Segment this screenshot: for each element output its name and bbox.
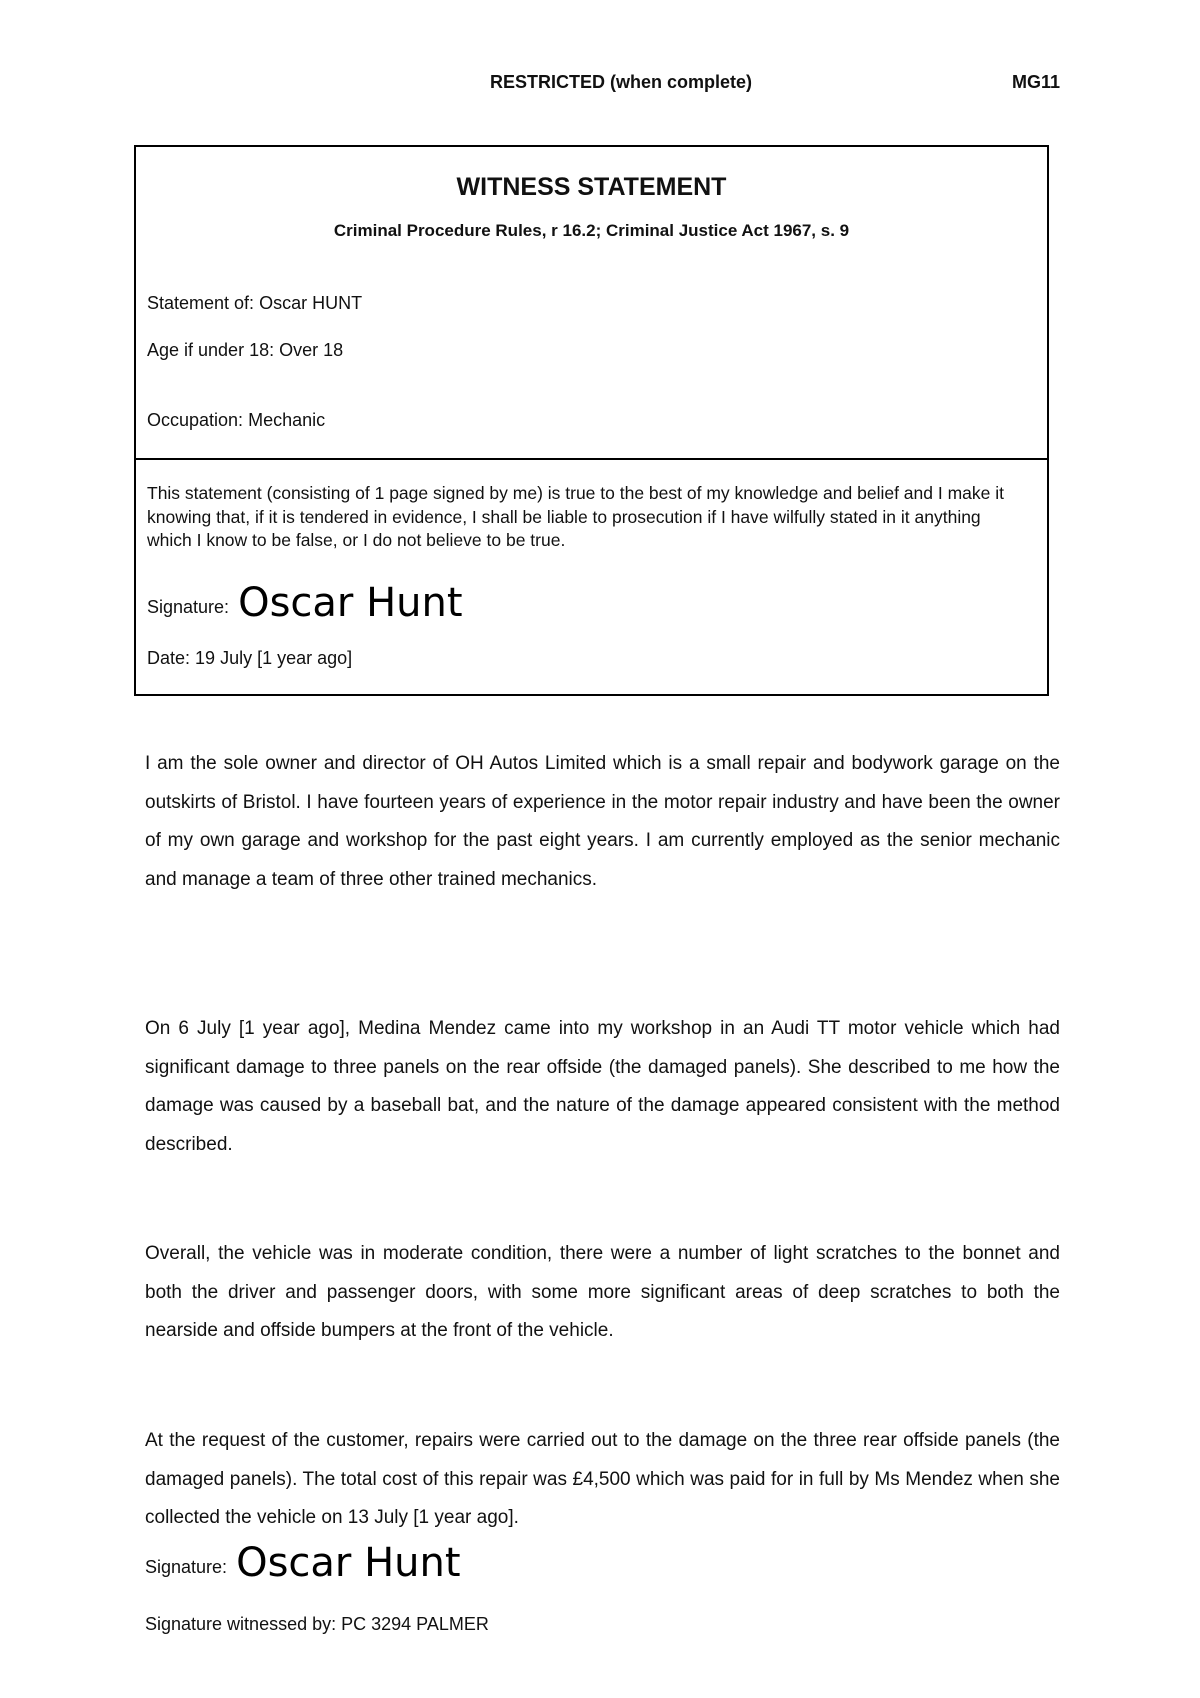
statement-paragraph: On 6 July [1 year ago], Medina Mendez came into my workshop in an Audi TT motor vehicle which had significant damage to three panels on the rear offside (the damaged panels). She described to me how the damage was caused by a baseball bat, and the nature of the damage appeared consistent with the method described. [145, 1018, 1060, 1155]
statement-paragraph: At the request of the customer, repairs were carried out to the damage on the three rear offside panels (the damaged panels). The total cost of this repair was £4,500 which was paid for in full by Ms Mendez when she collected the vehicle on 13 July [1 year ago]. [145, 1430, 1060, 1528]
occupation-label: Occupation: [147, 410, 244, 430]
statement-paragraph: I am the sole owner and director of OH Autos Limited which is a small repair and bodywork garage on the outskirts of Bristol. I have fourteen years of experience in the motor repair industry and have been the owner of my own garage and workshop for the past eight years. I am currently employed as the senior mechanic and manage a team of three other trained mechanics. [145, 753, 1060, 890]
footer-signature [145, 1540, 461, 1586]
restricted-label: RESTRICTED (when complete) [490, 72, 753, 92]
age-label: Age if under 18: [147, 340, 275, 360]
date-value: 19 July [1 year ago] [195, 648, 353, 668]
signature-value: Oscar Hunt [238, 580, 463, 626]
occupation-field [147, 410, 325, 431]
signature-witnessed [145, 1614, 489, 1635]
statement-details-box [134, 145, 1049, 460]
statement-of-value: Oscar HUNT [259, 293, 363, 313]
age-value: Over 18 [279, 340, 344, 360]
declaration-box [134, 458, 1049, 696]
statement-of-label: Statement of: [147, 293, 255, 313]
statement-subtitle: Criminal Procedure Rules, r 16.2; Criminal Justice Act 1967, s. 9 [333, 221, 850, 240]
declaration-text: This statement (consisting of 1 page signed by me) is true to the best of my knowledge and belief and I make it knowing that, if it is tendered in evidence, I shall be liable to prosecution if I have wilfully stated in it anything which I know to be false, or I do not believe to be true. [147, 483, 1004, 550]
witnessed-label: Signature witnessed by: [145, 1614, 337, 1634]
footer-signature-label: Signature: [145, 1557, 228, 1577]
statement-paragraph: Overall, the vehicle was in moderate condition, there were a number of light scratches to the bonnet and both the driver and passenger doors, with some more significant areas of deep scratches to both the nearside and offside bumpers at the front of the vehicle. [145, 1243, 1060, 1341]
declaration-signature [147, 580, 463, 626]
signature-label: Signature: [147, 597, 230, 617]
age-field [147, 340, 343, 361]
date-label: Date: [147, 648, 191, 668]
footer-signature-value: Oscar Hunt [236, 1540, 461, 1586]
declaration-date [147, 648, 352, 669]
statement-title: WITNESS STATEMENT [456, 173, 727, 201]
form-code: MG11 [1012, 72, 1061, 92]
witnessed-value: PC 3294 PALMER [341, 1614, 489, 1634]
statement-of-field [147, 293, 362, 314]
occupation-value: Mechanic [248, 410, 326, 430]
page-header [0, 72, 1200, 96]
